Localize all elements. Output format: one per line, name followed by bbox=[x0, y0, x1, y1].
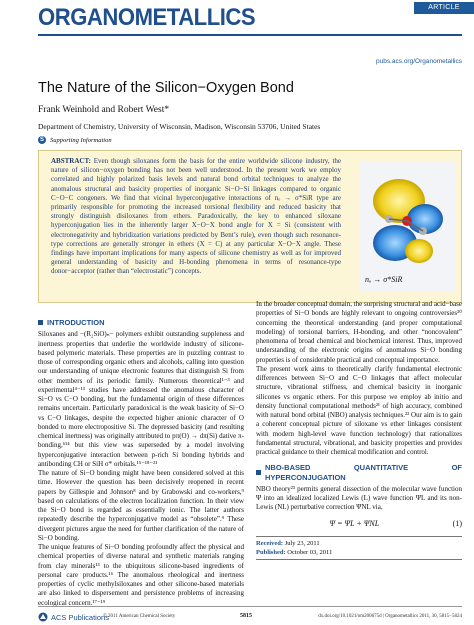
equation-1 bbox=[256, 519, 462, 528]
section-heading-introduction bbox=[38, 318, 244, 327]
section-heading-nbo bbox=[256, 463, 462, 482]
acs-logo-icon bbox=[38, 612, 48, 622]
header-rule bbox=[38, 34, 462, 36]
abstract-text bbox=[51, 157, 341, 277]
abstract-label: ABSTRACT: bbox=[51, 157, 91, 165]
right-paragraph-1: In the broader conceptual domain, the surprising structural and acid−base properties of Si−O bonds are highly relevant to ongoing controversies²⁰ concerning the theoretical understanding (and proper computational modeling) of torsional barriers, H-bonding, and other “noncovalent” phenomena of broad chemical and biochemical interest. Thus, improved understanding of the electronic origins of anomalous Si−O bonding properties is of considerable practical and conceptual importance. bbox=[256, 300, 462, 364]
section-square-icon bbox=[38, 320, 43, 325]
intro-paragraph-1: Siloxanes and −(R₂SiO)ₙ− polymers exhibit outstanding suppleness and inertness properties that underlie the worldwide industry of silicone-based polymeric materials. These properties are in puzzling contrast to those of corresponding organic ethers and alcohols, calling into question our understanding of unique electronic features that distinguish Si from other members of its periodic family. Numerous theoretical¹⁻³ and experimental⁴⁻¹³ studies have addressed the anomalous character of Si−O vs C−O bonding, but the fundamental origin of these differences remains uncertain. Particularly paradoxical is the weak basicity of Si−O vs C−O linkages, despite the expected higher anionic character of O bonded to more electropositive Si. The depressed basicity (and resulting chemical inertness) was originally attributed to pπ(O) → dπ(Si) dative π-bonding,⁶¹⁴ but this view was superseded by a model involving hyperconjugative interaction between p-rich Si bonding hybrids and antibonding CH or SiH σ* orbitals.¹⁵⁻¹⁸⁻²¹ bbox=[38, 330, 244, 468]
published-label: Published: bbox=[256, 548, 286, 556]
footer-rule bbox=[38, 606, 462, 607]
equation-number: (1) bbox=[452, 518, 462, 528]
section-square-icon bbox=[256, 470, 261, 475]
publisher-name: ACS Publications bbox=[51, 612, 109, 622]
journal-url[interactable]: pubs.acs.org/Organometallics bbox=[376, 58, 462, 65]
right-paragraph-2: The present work aims to theoretically clarify fundamental electronic differences between Si−O and C−O linkages that affect molecular structure, vibrational stiffness, and chemical basicity in inorganic silicones vs organic ethers. For this purpose we employ ab initio and density functional computational methods²¹ of high accuracy, combined with natural bond orbital (NBO) analysis techniques.²² Our aim is to gain a coherent conceptual picture of siloxane vs ether linkages consistent with modern high-level wave function technology) that rationalizes fundamental structural, vibrational, and basicity properties and provides practical guidance to their chemical modification and control. bbox=[256, 364, 462, 456]
article-title: The Nature of the Silicon−Oxygen Bond bbox=[38, 80, 294, 96]
abstract-box bbox=[38, 150, 462, 303]
article-badge: ARTICLE bbox=[414, 2, 474, 14]
supporting-info-link[interactable] bbox=[38, 136, 112, 144]
section-heading-label: NBO-BASED QUANTITATIVE OF HYPERCONJUGATION bbox=[265, 463, 462, 482]
right-column bbox=[256, 300, 462, 560]
acs-publications-logo bbox=[38, 612, 109, 622]
equation-body: Ψ = ΨL + ΨNL bbox=[329, 518, 380, 528]
doi-citation[interactable]: dx.doi.org/10.1021/om200675d | Organometallics 2011, 30, 5815−5824 bbox=[318, 614, 462, 619]
page-number: 5815 bbox=[240, 613, 252, 619]
nbo-paragraph: NBO theory²³ permits general dissection of the molecular wave function Ψ into an idealized localized Lewis (L) wave function ΨL and its non-Lewis (NL) perturbative correction ΨNL via, bbox=[256, 484, 462, 512]
journal-title: ORGANOMETALLICS bbox=[38, 4, 256, 31]
toc-caption: nₒ → σ*SiR bbox=[365, 275, 403, 284]
received-date: July 23, 2011 bbox=[284, 539, 320, 547]
toc-graphic bbox=[359, 161, 455, 291]
supporting-info-label: Supporting Information bbox=[50, 136, 112, 144]
received-label: Received: bbox=[256, 539, 284, 547]
intro-paragraph-3: The unique features of Si−O bonding profoundly affect the physical and chemical properties of diverse natural and synthetic materials ranging from clay minerals¹³ to the ubiquitous silicone-based ingredients of personal care products.¹⁶ The anomalous rheological and inertness properties of cyclic methylsiloxanes and other silicone-based materials are also linked to dispersement and persistence problems of increasing ecological concern.¹⁷⁻¹⁹ bbox=[38, 543, 244, 607]
section-heading-label: INTRODUCTION bbox=[47, 318, 105, 327]
published-date: October 03, 2011 bbox=[287, 548, 333, 556]
supporting-info-icon: S bbox=[39, 137, 44, 143]
authors: Frank Weinhold and Robert West* bbox=[38, 105, 170, 115]
orbital-image bbox=[359, 161, 455, 291]
affiliation: Department of Chemistry, University of Wisconsin, Madison, Wisconsin 53706, United States bbox=[38, 122, 321, 131]
intro-paragraph-2: The nature of Si−O bonding might have been considered solved at this time. However the question has been decisively reopened in recent papers by Gillespie and Johnson⁸ and by Grabowski and co-workers,⁹ based on calculations of the electron localization function. In their view the Si−O bond is regarded as essentially ionic. The latter authors repeatedly describe the hyperconjugative model as “obsolete”.⁹ These divergent pictures argue the need for further clarification of the nature of Si−O bonding. bbox=[38, 469, 244, 542]
left-column bbox=[38, 318, 244, 608]
copyright: © 2011 American Chemical Society bbox=[103, 614, 176, 619]
page-footer bbox=[0, 606, 474, 625]
publication-dates bbox=[256, 536, 462, 560]
journal-header bbox=[0, 0, 474, 34]
abstract-body: Even though siloxanes form the basis for the entire worldwide silicone industry, the nature of silicon−oxygen bonding has not been well understood. In the present work we employ correlated and highly polarized basis levels and natural bond orbital techniques to analyze the anomalous structural and basicity properties of inorganic Si−O−Si linkages compared to organic C−O−C congeners. We find that vicinal hyperconjugative interactions of nₒ → σ*SiR type are primarily responsible for promoting the increased torsional flexibility and reduced basicity that strongly distinguish disiloxanes from ethers. Paradoxically, the key to enhanced siloxane hyperconjugation lies in the inherently larger X−O−X bond angle for X = Si (consistent with electronegativity and hybridization variations predicted by Bent’s rule), even though such resonance-type corrections are generally stronger in ethers (X = C) at any particular X−O−X angle. These findings have important implications for many aspects of silicone chemistry as well as for improved general understanding of basicity and H-bonding phenomena in terms of resonance-type donor−acceptor (rather than “electrostatic”) concepts. bbox=[51, 157, 341, 276]
